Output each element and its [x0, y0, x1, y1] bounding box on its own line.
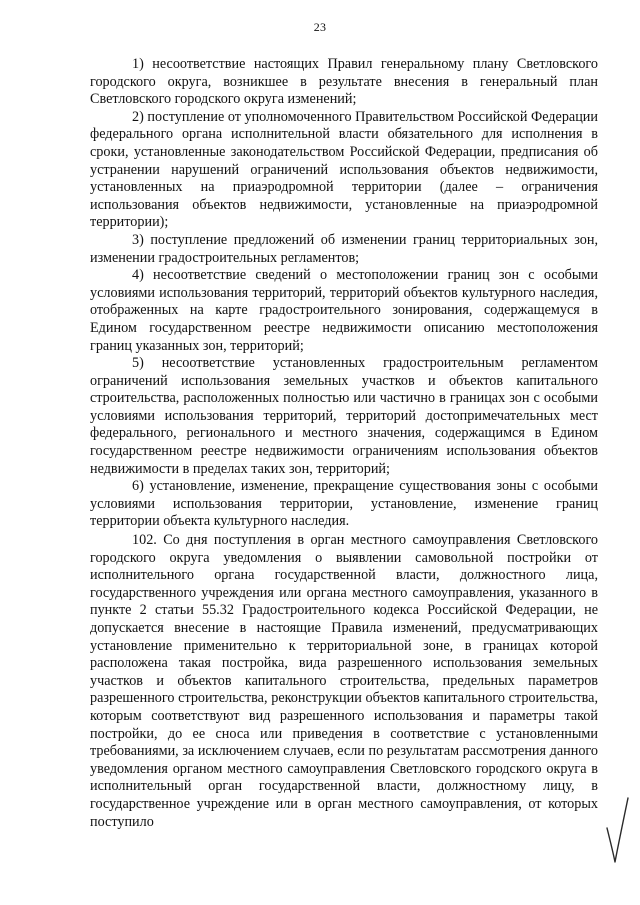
list-item-6: 6) установление, изменение, прекращение существования зоны с особыми условиями использования территории, установление, изменение границ территории объекта культурного наследия.	[90, 478, 598, 530]
list-item-3: 3) поступление предложений об изменении границ территориальных зон, изменении градостроительных регламентов;	[90, 231, 598, 266]
page-number: 23	[313, 20, 327, 34]
list-item-2: 2) поступление от уполномоченного Правительством Российской Федерации федерального органа исполнительной власти обязательного для исполнения в сроки, установленные законодательством Российской Федерации, предписания об устранении нарушений ограничений использования объектов недвижимости, установленных на приаэродромной территории (далее – ограничения использования объектов недвижимости, установленные на приаэродромной территории);	[90, 108, 598, 231]
list-item-1: 1) несоответствие настоящих Правил генеральному плану Светловского городского округа, возникшее в результате внесения в генеральный план Светловского городского округа изменений;	[90, 56, 598, 108]
document-body	[90, 56, 598, 831]
clause-102: 102. Со дня поступления в орган местного самоуправления Светловского городского округа уведомления о выявлении самовольной постройки от исполнительного органа государственной власти, должностного лица, государственного учреждения или органа местного самоуправления, указанного в пункте 2 статьи 55.32 Градостроительного кодекса Российской Федерации, не допускается внесение в настоящие Правила изменений, предусматривающих установление применительно к территориальной зоне, в границах которой расположена такая постройка, вида разрешенного использования земельных участков и объектов капитального строительства, предельных параметров разрешенного строительства, реконструкции объектов капитального строительства, которым соответствуют вид разрешенного использования и параметры такой постройки, до ее сноса или приведения в соответствие с установленными требованиями, за исключением случаев, если по результатам рассмотрения данного уведомления органом местного самоуправления Светловского городского округа в исполнительный орган государственной власти, должностному лицу, в государственное учреждение или в орган местного самоуправления, от которых поступило	[90, 532, 598, 830]
handwritten-check-mark-icon	[604, 794, 630, 866]
list-item-4: 4) несоответствие сведений о местоположении границ зон с особыми условиями использования территорий, территорий объектов культурного наследия, отображенных на карте градостроительного зонирования, содержащемуся в Едином государственном реестре недвижимости описанию местоположения границ указанных зон, территорий;	[90, 267, 598, 354]
list-item-5: 5) несоответствие установленных градостроительным регламентом ограничений использования земельных участков и объектов капитального строительства, расположенных полностью или частично в границах зон с особыми условиями использования территорий, территорий достопримечательных мест федерального, регионального и местного значения, содержащимся в Едином государственном реестре недвижимости ограничениям использования объектов недвижимости в пределах таких зон, территорий;	[90, 355, 598, 477]
